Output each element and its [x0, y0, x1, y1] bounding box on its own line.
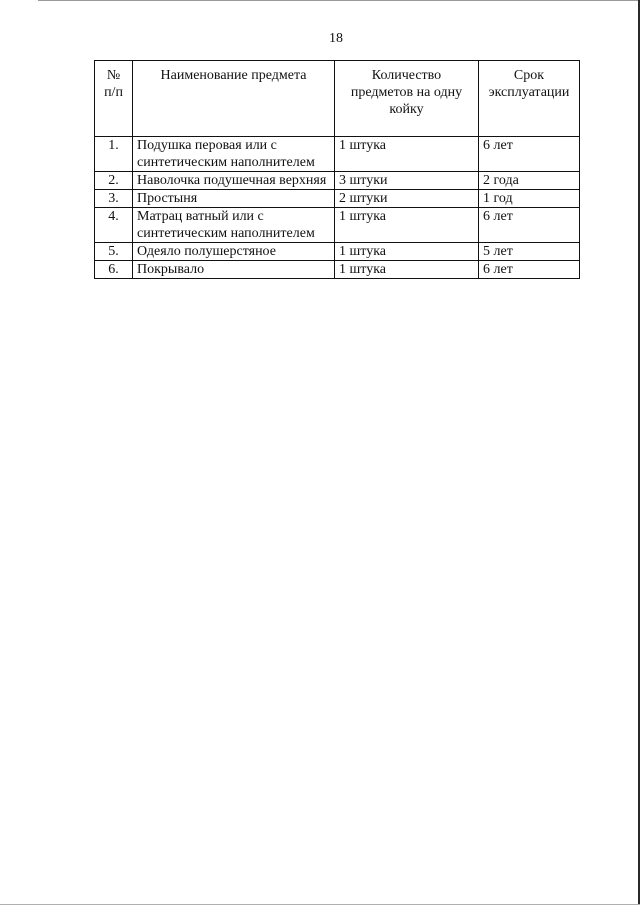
cell-qty: 1 штука — [335, 137, 479, 172]
cell-qty: 3 штуки — [335, 172, 479, 190]
cell-term: 6 лет — [479, 261, 580, 279]
page-edge-top — [38, 0, 640, 1]
cell-term: 5 лет — [479, 243, 580, 261]
header-name: Наименование предмета — [133, 61, 335, 137]
cell-name: Матрац ватный или с синтетическим наполнителем — [133, 208, 335, 243]
cell-num: 1. — [95, 137, 133, 172]
table-header-row — [95, 61, 580, 137]
table-body — [95, 137, 580, 279]
table-row — [95, 261, 580, 279]
cell-term: 2 года — [479, 172, 580, 190]
cell-qty: 1 штука — [335, 208, 479, 243]
cell-qty: 1 штука — [335, 261, 479, 279]
table-row — [95, 243, 580, 261]
cell-qty: 1 штука — [335, 243, 479, 261]
cell-term: 6 лет — [479, 208, 580, 243]
header-term: Срок эксплуатации — [479, 61, 580, 137]
table-row — [95, 190, 580, 208]
cell-num: 2. — [95, 172, 133, 190]
cell-qty: 2 штуки — [335, 190, 479, 208]
table-row — [95, 208, 580, 243]
cell-name: Покрывало — [133, 261, 335, 279]
table-row — [95, 172, 580, 190]
cell-term: 6 лет — [479, 137, 580, 172]
header-num — [95, 61, 133, 137]
table-row — [95, 137, 580, 172]
header-qty — [335, 61, 479, 137]
cell-num: 4. — [95, 208, 133, 243]
cell-name: Подушка перовая или с синтетическим наполнителем — [133, 137, 335, 172]
header-num-line1: № — [106, 68, 121, 83]
cell-name: Наволочка подушечная верхняя — [133, 172, 335, 190]
cell-term: 1 год — [479, 190, 580, 208]
inventory-table — [94, 60, 580, 279]
cell-name: Простыня — [133, 190, 335, 208]
cell-name: Одеяло полушерстяное — [133, 243, 335, 261]
cell-num: 5. — [95, 243, 133, 261]
header-num-line2: п/п — [104, 85, 123, 100]
cell-num: 6. — [95, 261, 133, 279]
cell-num: 3. — [95, 190, 133, 208]
page-number: 18 — [329, 31, 343, 46]
header-qty-text: Количество предметов на одну койку — [350, 68, 463, 117]
